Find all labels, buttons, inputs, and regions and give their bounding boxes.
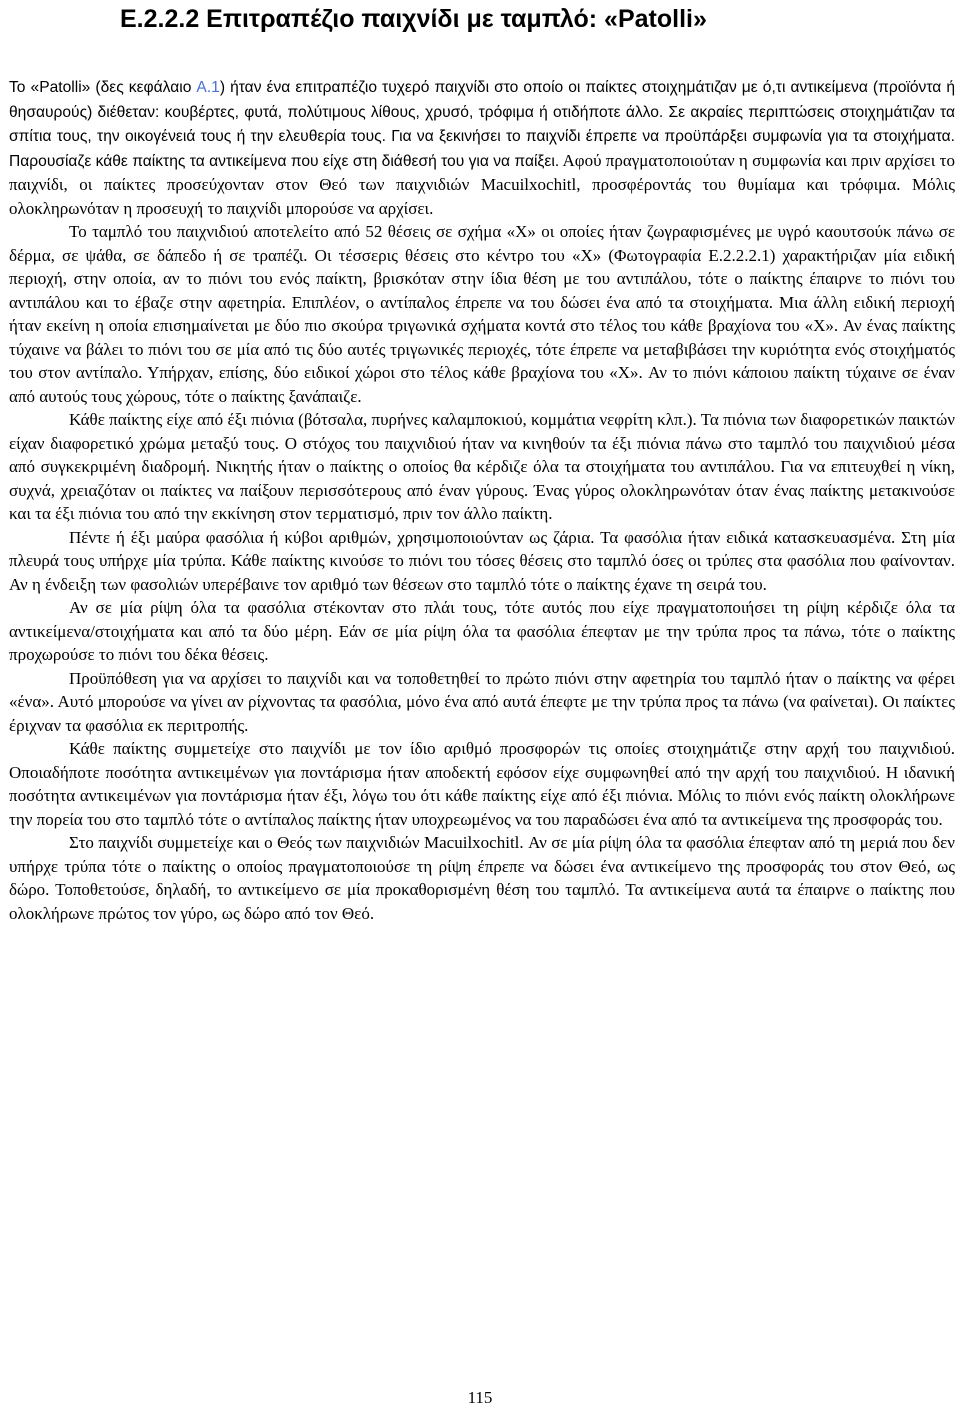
document-body (9, 75, 955, 925)
paragraph-beans: Πέντε ή έξι μαύρα φασόλια ή κύβοι αριθμών, χρησιμοποιούνταν ως ζάρια. Τα φασόλια ήταν ειδικά κατασκευασμένα. Στη μία πλευρά τους υπήρχε μία τρύπα. Κάθε παίκτης κινούσε το πιόνι του τόσες θέσεις στο ταμπλό όσες οι τρύπες στα φασόλια που φαίνονταν. Αν η ένδειξη των φασολιών υπερέβαινε τον αριθμό των θέσεων στο ταμπλό τότε ο παίκτης έχανε τη σειρά του. (9, 527, 955, 594)
intro-text-part1: Το «Patolli» (δες κεφάλαιο (9, 79, 197, 96)
chapter-link[interactable]: A.1 (196, 79, 220, 96)
page-number: 115 (467, 1388, 493, 1407)
intro-text-part3: Αφού πραγματοποιούταν η συμφωνία και πριν αρχίσει το παιχνίδι, οι παίκτες προσεύχονταν στον Θεό των παιχνιδιών Macuilxochitl, προσφέροντάς του θυμίαμα και τρόφιμα. Μόλις ολοκληρωνόταν η προσευχή το παιχνίδι μπορούσε να αρχίσει. (9, 150, 955, 218)
intro-text-part2: ) ήταν ένα επιτραπέζιο τυχερό παιχνίδι στο οποίο οι παίκτες στοιχημάτιζαν με ό,τι αντικείμενα (προϊόντα ή θησαυρούς) διέθεταν: κουβέρτες, φυτά, πολύτιμους λίθους, χρυσό, τρόφιμα ή οτιδήποτε άλλο. Σε ακραίες περιπτώσεις στοιχημάτιζαν τα σπίτια τους, την οικογένειά τους ή την ελευθερία τους. Για να ξεκινήσει το παιχνίδι έπρεπε να προϋπάρξει συμφωνία για τα στοιχήματα. Παρουσίαζε κάθε παίκτης τα αντικείμενα που είχε στη διάθεσή του για να παίξει. (9, 79, 955, 170)
paragraph-intro (9, 75, 955, 220)
paragraph-start: Προϋπόθεση για να αρχίσει το παιχνίδι και να τοποθετηθεί το πρώτο πιόνι στην αφετηρία του ταμπλό ήταν ο παίκτης να φέρει «ένα». Αυτό μπορούσε να γίνει αν ρίχνοντας τα φασόλια, μόνο ένα από αυτά έπεφτε με την τρύπα προς τα πάνω (να φαίνεται). Οι παίκτες έριχναν τα φασόλια εκ περιτροπής. (9, 668, 955, 735)
paragraph-god: Στο παιχνίδι συμμετείχε και ο Θεός των παιχνιδιών Macuilxochitl. Αν σε μία ρίψη όλα τα φασόλια έπεφταν από τη μεριά που δεν υπήρχε τρύπα τότε ο παίκτης ο οποίος πραγματοποιούσε τη ρίψη έπρεπε να δώσει ένα αντικείμενο της προσφοράς του στον Θεό, ως δώρο. Τοποθετούσε, δηλαδή, το αντικείμενο σε μία προκαθορισμένη θέση του ταμπλό. Τα αντικείμενα αυτά τα έπαιρνε ο παίκτης που ολοκλήρωνε πρώτος τον γύρο, ως δώρο από τον Θεό. (9, 833, 955, 923)
paragraph-board: Το ταμπλό του παιχνιδιού αποτελείτο από 52 θέσεις σε σχήμα «X» οι οποίες ήταν ζωγραφισμένες με υγρό καουτσούκ πάνω σε δέρμα, σε ψάθα, σε δάπεδο ή σε τραπέζι. Οι τέσσερις θέσεις στο κέντρο του «X» (Φωτογραφία E.2.2.2.1) χαρακτήριζαν μία ειδική περιοχή, στην οποία, αν το πιόνι του ενός παίκτη, βρισκόταν στην ίδια θέση με του αντιπάλου, τότε ο παίκτης έπαιρνε το πιόνι του αντιπάλου και το έβαζε στην αφετηρία. Επιπλέον, ο αντίπαλος έπρεπε να του δώσει ένα από τα στοιχήματα. Μια άλλη ειδική περιοχή ήταν εκείνη η οποία επισημαίνεται με δύο πιο σκούρα τριγωνικά σχήματα κοντά στο τέλος του κάθε βραχίονα του «X». Αν ένας παίκτης τύχαινε να βάλει το πιόνι του σε μία από τις δύο αυτές τριγωνικές περιοχές, τότε έπρεπε να μεταβιβάσει την κυριότητα ενός στοιχήματός του στον αντίπαλο. Υπήρχαν, επίσης, δύο ειδικοί χώροι στο τέλος κάθε βραχίονα του «X». Αν το πιόνι κάποιου παίκτη τύχαινε σε έναν από αυτούς τους χώρους, τότε ο παίκτης ξανάπαιζε. (9, 222, 955, 406)
paragraph-stakes: Κάθε παίκτης συμμετείχε στο παιχνίδι με τον ίδιο αριθμό προσφορών τις οποίες στοιχημάτιζε στην αρχή του παιχνιδιού. Οποιαδήποτε ποσότητα αντικειμένων για ποντάρισμα ήταν αποδεκτή εφόσον είχε συμφωνηθεί από την αρχή του παιχνιδιού. Η ιδανική ποσότητα αντικειμένων για ποντάρισμα ήταν έξι, λόγω του ότι κάθε παίκτης είχε από έξι πιόνια. Μόλις το πιόνι ενός παίκτη ολοκλήρωνε την πορεία του στο ταμπλό τότε ο αντίπαλος παίκτης ήταν υποχρεωμένος να του παραδώσει ένα από τα αντικείμενα της προσφοράς του. (9, 739, 955, 829)
paragraph-pieces: Κάθε παίκτης είχε από έξι πιόνια (βότσαλα, πυρήνες καλαμποκιού, κομμάτια νεφρίτη κλπ.). Τα πιόνια των διαφορετικών παικτών είχαν διαφορετικό χρώμα μεταξύ τους. Ο στόχος του παιχνιδιού ήταν να κινηθούν τα έξι πιόνια πάνω στο ταμπλό του παιχνιδιού μέσα από συγκεκριμένη διαδρομή. Νικητής ήταν ο παίκτης ο οποίος θα κέρδιζε όλα τα στοιχήματα του αντιπάλου. Για να επιτευχθεί η νίκη, συχνά, χρειαζόταν οι παίκτες να παίξουν περισσότερους από έναν γύρους. Ένας γύρος ολοκληρωνόταν όταν ένας παίκτης μετακινούσε και τα έξι πιόνια του από την εκκίνηση στον τερματισμό, πριν τον άλλο παίκτη. (9, 410, 955, 523)
paragraph-throw: Αν σε μία ρίψη όλα τα φασόλια στέκονταν στο πλάι τους, τότε αυτός που είχε πραγματοποιήσει τη ρίψη κέρδιζε όλα τα αντικείμενα/στοιχήματα και από τα δύο μέρη. Εάν σε μία ρίψη όλα τα φασόλια έπεφταν με την τρύπα προς τα πάνω, τότε ο παίκτης προχωρούσε το πιόνι του δέκα θέσεις. (9, 598, 955, 664)
section-heading: E.2.2.2 Επιτραπέζιο παιχνίδι με ταμπλό: «Patolli» (120, 5, 707, 33)
